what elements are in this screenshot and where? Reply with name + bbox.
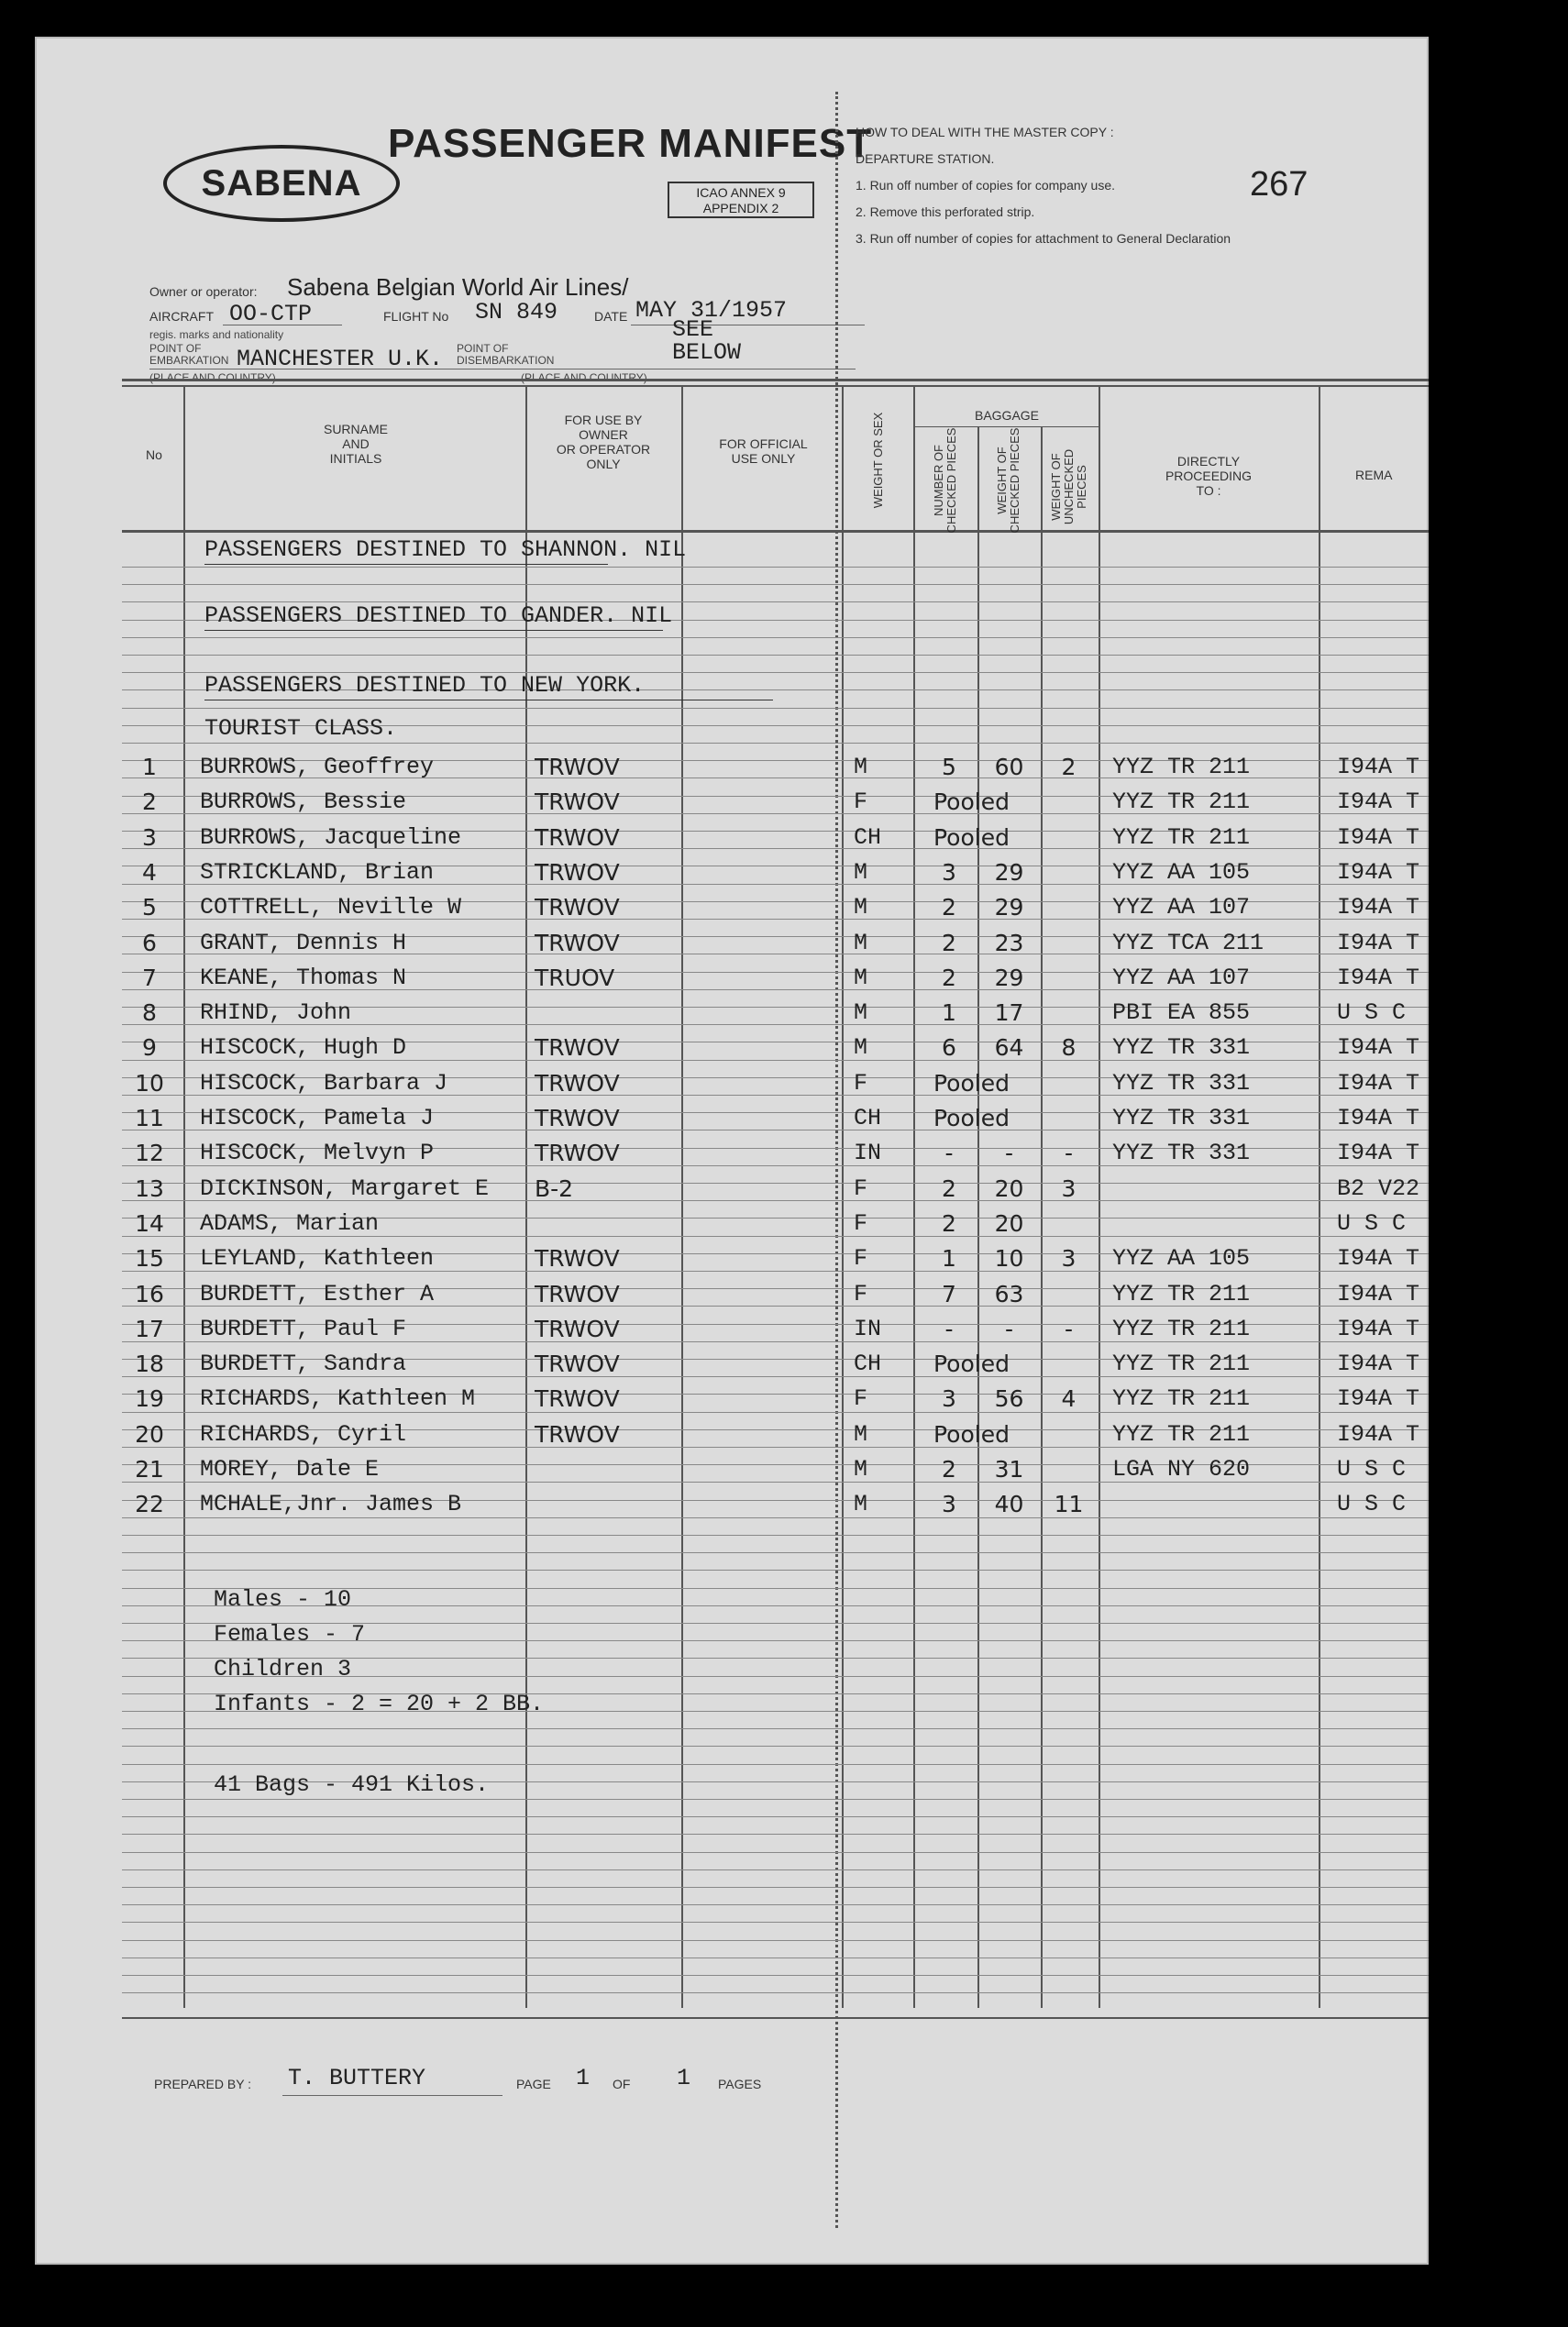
destination: YYZ TR 331 bbox=[1112, 1034, 1251, 1062]
passenger-sex: F bbox=[854, 789, 868, 816]
remarks: I94A T bbox=[1337, 1245, 1420, 1273]
unchecked-weight: 3 bbox=[1061, 1175, 1077, 1202]
table-row bbox=[35, 1382, 1429, 1417]
destination: YYZ TR 211 bbox=[1112, 823, 1251, 851]
destination: YYZ TR 331 bbox=[1112, 1105, 1251, 1131]
checked-pieces: - bbox=[944, 1140, 954, 1167]
owner-use-mark: TRWOV bbox=[535, 789, 620, 816]
checked-pieces: 2 bbox=[942, 1209, 956, 1237]
passenger-no: 12 bbox=[135, 1140, 164, 1167]
page-number: 267 bbox=[1250, 165, 1309, 204]
owner-use-mark: TRWOV bbox=[535, 1245, 620, 1273]
passenger-sex: M bbox=[854, 1456, 868, 1483]
owner-use-mark: TRWOV bbox=[535, 929, 620, 956]
remarks: I94A T bbox=[1337, 1034, 1420, 1062]
checked-pieces: 3 bbox=[942, 1385, 956, 1413]
passenger-no: 10 bbox=[135, 1069, 164, 1097]
ruled-line bbox=[122, 1552, 1429, 1553]
col-weight-or-sex: WEIGHT OR SEX bbox=[871, 412, 885, 509]
passenger-sex: M bbox=[854, 894, 868, 921]
ruled-line bbox=[122, 1728, 1429, 1729]
table-row bbox=[35, 785, 1429, 820]
page-label: PAGE bbox=[516, 2077, 551, 2091]
owner-use-mark: B-2 bbox=[535, 1175, 574, 1202]
col-official-2: USE ONLY bbox=[731, 451, 796, 466]
destination: YYZ AA 105 bbox=[1112, 858, 1251, 886]
remarks: U S C bbox=[1337, 1491, 1407, 1518]
table-row bbox=[35, 821, 1429, 855]
col-weight-unchecked: WEIGHT OF UNCHECKED PIECES bbox=[1049, 448, 1088, 525]
ruled-line bbox=[122, 743, 1429, 744]
destination: YYZ TR 211 bbox=[1112, 1385, 1251, 1413]
passenger-no: 16 bbox=[135, 1280, 164, 1307]
passenger-no: 17 bbox=[135, 1315, 164, 1342]
destination: YYZ TR 211 bbox=[1112, 1280, 1251, 1307]
checked-weight: 64 bbox=[994, 1034, 1024, 1062]
remarks: I94A T bbox=[1337, 929, 1420, 956]
checked-pieces: 2 bbox=[942, 1456, 956, 1483]
destination: YYZ TR 211 bbox=[1112, 754, 1251, 780]
ruled-line bbox=[122, 584, 1429, 585]
ruled-line bbox=[122, 1746, 1429, 1747]
disembark-value-2: BELOW bbox=[672, 339, 742, 366]
passenger-name: STRICKLAND, Brian bbox=[200, 858, 435, 886]
destination: YYZ AA 107 bbox=[1112, 964, 1251, 991]
section-tourist: TOURIST CLASS. bbox=[204, 715, 398, 742]
of-value: 1 bbox=[677, 2065, 691, 2091]
table-row bbox=[35, 1312, 1429, 1347]
destination: YYZ TR 331 bbox=[1112, 1069, 1251, 1097]
passenger-sex: F bbox=[854, 1245, 868, 1273]
ruled-line bbox=[122, 1922, 1429, 1923]
ruled-line bbox=[122, 1887, 1429, 1888]
header-bottom-line bbox=[122, 530, 1429, 533]
passenger-sex: IN bbox=[854, 1140, 882, 1167]
unchecked-weight: 11 bbox=[1054, 1491, 1084, 1518]
checked-pieces: 1 bbox=[942, 1245, 956, 1273]
passenger-sex: CH bbox=[854, 1105, 882, 1131]
unchecked-weight: 8 bbox=[1061, 1034, 1077, 1062]
checked-weight: 20 bbox=[994, 1209, 1024, 1237]
owner-value: Sabena Belgian World Air Lines/ bbox=[287, 273, 629, 301]
checked-pieces: 7 bbox=[942, 1280, 956, 1307]
ruled-line bbox=[122, 1869, 1429, 1870]
ruled-line bbox=[122, 1764, 1429, 1765]
passenger-no: 8 bbox=[142, 999, 157, 1027]
checked-weight: 29 bbox=[994, 858, 1024, 886]
col-surname-3: INITIALS bbox=[329, 451, 382, 466]
checked-pieces: 2 bbox=[942, 964, 956, 991]
col-remarks: REMA bbox=[1355, 468, 1393, 482]
owner-use-mark: TRWOV bbox=[535, 1034, 620, 1062]
passenger-no: 22 bbox=[135, 1491, 164, 1518]
table-row bbox=[35, 961, 1429, 996]
remarks: U S C bbox=[1337, 1456, 1407, 1483]
table-row bbox=[35, 1101, 1429, 1136]
destination: YYZ TR 211 bbox=[1112, 1351, 1251, 1378]
passenger-no: 5 bbox=[142, 894, 157, 921]
checked-pieces: 3 bbox=[942, 1491, 956, 1518]
section-gander: PASSENGERS DESTINED TO GANDER. NIL bbox=[204, 602, 673, 629]
table-row bbox=[35, 890, 1429, 925]
passenger-name: ADAMS, Marian bbox=[200, 1209, 380, 1237]
passenger-name: COTTRELL, Neville W bbox=[200, 894, 462, 921]
col-baggage: BAGGAGE bbox=[974, 408, 1040, 423]
table-row bbox=[35, 855, 1429, 890]
disembark-value-1: SEE bbox=[672, 316, 714, 343]
passenger-sex: F bbox=[854, 1069, 868, 1097]
passenger-sex: M bbox=[854, 964, 868, 991]
pooled-baggage: Pooled bbox=[933, 1069, 1010, 1097]
owner-use-mark: TRWOV bbox=[535, 1351, 620, 1378]
checked-pieces: 2 bbox=[942, 894, 956, 921]
checked-weight: 20 bbox=[994, 1175, 1024, 1202]
remarks: U S C bbox=[1337, 999, 1407, 1027]
checked-pieces: 6 bbox=[942, 1034, 956, 1062]
remarks: I94A T bbox=[1337, 1069, 1420, 1097]
checked-weight: 63 bbox=[994, 1280, 1024, 1307]
passenger-no: 14 bbox=[135, 1209, 164, 1237]
passenger-sex: F bbox=[854, 1209, 868, 1237]
table-bottom-line bbox=[122, 2017, 1429, 2019]
owner-use-mark: TRUOV bbox=[535, 964, 615, 991]
col-owner-3: OR OPERATOR bbox=[556, 442, 651, 457]
col-destination bbox=[1103, 454, 1314, 498]
passenger-sex: F bbox=[854, 1385, 868, 1413]
remarks: I94A T bbox=[1337, 894, 1420, 921]
unchecked-weight: 3 bbox=[1061, 1245, 1077, 1273]
passenger-sex: IN bbox=[854, 1315, 882, 1342]
col-owner-1: FOR USE BY bbox=[564, 413, 643, 427]
unchecked-weight: - bbox=[1064, 1140, 1074, 1167]
checked-pieces: 1 bbox=[942, 999, 956, 1027]
passenger-no: 20 bbox=[135, 1420, 164, 1448]
table-top-line-2 bbox=[122, 385, 1429, 387]
total-females: Females - 7 bbox=[214, 1621, 366, 1648]
pooled-baggage: Pooled bbox=[933, 1420, 1010, 1448]
passenger-no: 11 bbox=[135, 1105, 164, 1131]
checked-weight: 29 bbox=[994, 964, 1024, 991]
destination: LGA NY 620 bbox=[1112, 1456, 1251, 1483]
passenger-name: GRANT, Dennis H bbox=[200, 929, 407, 956]
instr-line-1: HOW TO DEAL WITH THE MASTER COPY : bbox=[856, 125, 1114, 139]
ruled-line bbox=[122, 1992, 1429, 1993]
destination: YYZ AA 107 bbox=[1112, 894, 1251, 921]
owner-use-mark: TRWOV bbox=[535, 894, 620, 921]
passenger-no: 9 bbox=[142, 1034, 157, 1062]
col-dest-2: PROCEEDING bbox=[1165, 469, 1253, 483]
passenger-name: BURDETT, Paul F bbox=[200, 1315, 407, 1342]
passenger-name: BURROWS, Jacqueline bbox=[200, 823, 462, 851]
col-no: No bbox=[146, 447, 162, 462]
table-row bbox=[35, 750, 1429, 785]
passenger-no: 1 bbox=[142, 754, 157, 780]
passenger-no: 15 bbox=[135, 1245, 164, 1273]
owner-use-mark: TRWOV bbox=[535, 1385, 620, 1413]
pages-label: PAGES bbox=[718, 2077, 762, 2091]
table-row bbox=[35, 1031, 1429, 1065]
date-value: MAY 31/1957 bbox=[635, 297, 788, 324]
underline-gander bbox=[204, 630, 663, 631]
col-num-checked: NUMBER OF CHECKED PIECES bbox=[932, 427, 958, 534]
aircraft-label: AIRCRAFT bbox=[149, 309, 214, 324]
remarks: I94A T bbox=[1337, 1280, 1420, 1307]
passenger-sex: M bbox=[854, 999, 868, 1027]
flight-label: FLIGHT No bbox=[383, 309, 449, 324]
prepared-value: T. BUTTERY bbox=[288, 2065, 426, 2091]
passenger-name: HISCOCK, Barbara J bbox=[200, 1069, 448, 1097]
checked-weight: 60 bbox=[994, 754, 1024, 780]
remarks: B2 V22 bbox=[1337, 1175, 1420, 1202]
passenger-name: HISCOCK, Pamela J bbox=[200, 1105, 435, 1131]
owner-use-mark: TRWOV bbox=[535, 1140, 620, 1167]
passenger-name: BURROWS, Geoffrey bbox=[200, 754, 435, 780]
table-row bbox=[35, 1241, 1429, 1276]
passenger-no: 2 bbox=[142, 789, 157, 816]
logo-text: SABENA bbox=[201, 162, 362, 204]
owner-use-mark: TRWOV bbox=[535, 1105, 620, 1131]
total-infants: Infants - 2 = 20 + 2 BB. bbox=[214, 1691, 545, 1717]
checked-weight: - bbox=[1004, 1140, 1014, 1167]
table-row bbox=[35, 1452, 1429, 1487]
instr-line-2: DEPARTURE STATION. bbox=[856, 151, 995, 166]
owner-use-mark: TRWOV bbox=[535, 858, 620, 886]
passenger-sex: M bbox=[854, 1491, 868, 1518]
page-title: PASSENGER MANIFEST bbox=[388, 121, 873, 166]
passenger-name: MCHALE,Jnr. James B bbox=[200, 1491, 462, 1518]
embark-sub: (PLACE AND COUNTRY) bbox=[149, 371, 276, 384]
col-weight-checked: WEIGHT OF CHECKED PIECES bbox=[995, 427, 1021, 534]
section-shannon: PASSENGERS DESTINED TO SHANNON. NIL bbox=[204, 536, 687, 563]
icao-line-2: APPENDIX 2 bbox=[702, 201, 779, 215]
ruled-line bbox=[122, 708, 1429, 709]
passenger-no: 13 bbox=[135, 1175, 164, 1202]
passenger-sex: M bbox=[854, 1034, 868, 1062]
owner-use-mark: TRWOV bbox=[535, 1315, 620, 1342]
ruled-line bbox=[122, 1816, 1429, 1817]
section-newyork: PASSENGERS DESTINED TO NEW YORK. bbox=[204, 672, 646, 699]
sabena-logo bbox=[163, 145, 400, 222]
destination: YYZ TR 331 bbox=[1112, 1140, 1251, 1167]
aircraft-value: OO-CTP bbox=[229, 301, 313, 327]
date-label: DATE bbox=[594, 309, 628, 324]
col-owner bbox=[530, 413, 677, 471]
checked-weight: 56 bbox=[994, 1385, 1024, 1413]
table-row bbox=[35, 1277, 1429, 1312]
remarks: I94A T bbox=[1337, 964, 1420, 991]
of-label: OF bbox=[613, 2077, 631, 2091]
owner-use-mark: TRWOV bbox=[535, 1420, 620, 1448]
aircraft-sub: regis. marks and nationality bbox=[149, 328, 284, 341]
total-children: Children 3 bbox=[214, 1656, 352, 1682]
passenger-sex: CH bbox=[854, 823, 882, 851]
passenger-sex: M bbox=[854, 1420, 868, 1448]
total-bags: 41 Bags - 491 Kilos. bbox=[214, 1771, 490, 1798]
destination: YYZ TR 211 bbox=[1112, 789, 1251, 816]
destination: YYZ TR 211 bbox=[1112, 1420, 1251, 1448]
checked-weight: 10 bbox=[994, 1245, 1024, 1273]
passenger-name: RICHARDS, Cyril bbox=[200, 1420, 407, 1448]
ruled-line bbox=[122, 1535, 1429, 1536]
remarks: I94A T bbox=[1337, 789, 1420, 816]
col-surname-1: SURNAME bbox=[323, 422, 388, 436]
passenger-name: BURROWS, Bessie bbox=[200, 789, 407, 816]
col-surname bbox=[191, 422, 521, 466]
passenger-no: 6 bbox=[142, 929, 157, 956]
checked-pieces: 5 bbox=[942, 754, 956, 780]
ruled-line bbox=[122, 637, 1429, 638]
ruled-line bbox=[122, 655, 1429, 656]
table-row bbox=[35, 1487, 1429, 1522]
table-top-line bbox=[122, 379, 1429, 381]
checked-weight: - bbox=[1004, 1315, 1014, 1342]
remarks: I94A T bbox=[1337, 1351, 1420, 1378]
col-official bbox=[688, 436, 839, 466]
unchecked-weight: 4 bbox=[1061, 1385, 1077, 1413]
col-dest-3: TO : bbox=[1196, 483, 1221, 498]
table-row bbox=[35, 996, 1429, 1031]
passenger-no: 19 bbox=[135, 1385, 164, 1413]
instr-line-3: 1. Run off number of copies for company use. bbox=[856, 178, 1116, 193]
flight-value: SN 849 bbox=[475, 299, 558, 325]
prepared-underline bbox=[282, 2095, 502, 2096]
manifest-sheet bbox=[35, 37, 1429, 2265]
instr-line-5: 3. Run off number of copies for attachment to General Declaration bbox=[856, 231, 1231, 246]
col-surname-2: AND bbox=[342, 436, 370, 451]
checked-pieces: - bbox=[944, 1315, 954, 1342]
passenger-sex: F bbox=[854, 1175, 868, 1202]
destination: YYZ TR 211 bbox=[1112, 1315, 1251, 1342]
passenger-name: HISCOCK, Melvyn P bbox=[200, 1140, 435, 1167]
owner-label: Owner or operator: bbox=[149, 284, 258, 299]
remarks: U S C bbox=[1337, 1209, 1407, 1237]
instr-line-4: 2. Remove this perforated strip. bbox=[856, 204, 1035, 219]
master-copy-instructions bbox=[856, 119, 1231, 252]
table-row bbox=[35, 1172, 1429, 1207]
ruled-line bbox=[122, 567, 1429, 568]
passenger-name: HISCOCK, Hugh D bbox=[200, 1034, 407, 1062]
remarks: I94A T bbox=[1337, 1140, 1420, 1167]
ruled-line bbox=[122, 1904, 1429, 1905]
passenger-no: 4 bbox=[142, 858, 157, 886]
checked-pieces: 3 bbox=[942, 858, 956, 886]
passenger-no: 7 bbox=[142, 964, 157, 991]
page-value: 1 bbox=[576, 2065, 591, 2091]
passenger-name: KEANE, Thomas N bbox=[200, 964, 407, 991]
underline-shannon bbox=[204, 564, 608, 565]
checked-weight: 40 bbox=[994, 1491, 1024, 1518]
pooled-baggage: Pooled bbox=[933, 823, 1010, 851]
ruled-line bbox=[122, 1570, 1429, 1571]
pooled-baggage: Pooled bbox=[933, 1351, 1010, 1378]
disembark-sub: (PLACE AND COUNTRY) bbox=[521, 371, 647, 384]
remarks: I94A T bbox=[1337, 1105, 1420, 1131]
col-owner-2: OWNER bbox=[579, 427, 628, 442]
passenger-name: BURDETT, Sandra bbox=[200, 1351, 407, 1378]
icao-box bbox=[668, 182, 814, 218]
col-owner-4: ONLY bbox=[586, 457, 621, 471]
passenger-name: DICKINSON, Margaret E bbox=[200, 1175, 490, 1202]
destination: PBI EA 855 bbox=[1112, 999, 1251, 1027]
passenger-sex: M bbox=[854, 754, 868, 780]
passenger-no: 21 bbox=[135, 1456, 164, 1483]
col-official-1: FOR OFFICIAL bbox=[719, 436, 808, 451]
passenger-name: LEYLAND, Kathleen bbox=[200, 1245, 435, 1273]
table-row bbox=[35, 926, 1429, 961]
ruled-line bbox=[122, 1975, 1429, 1976]
passenger-sex: M bbox=[854, 858, 868, 886]
embark-value: MANCHESTER U.K. bbox=[237, 346, 444, 372]
remarks: I94A T bbox=[1337, 1385, 1420, 1413]
prepared-label: PREPARED BY : bbox=[154, 2077, 252, 2091]
passenger-sex: CH bbox=[854, 1351, 882, 1378]
owner-use-mark: TRWOV bbox=[535, 754, 620, 780]
checked-pieces: 2 bbox=[942, 1175, 956, 1202]
ruled-line bbox=[122, 1799, 1429, 1800]
table-row bbox=[35, 1066, 1429, 1101]
pooled-baggage: Pooled bbox=[933, 789, 1010, 816]
owner-use-mark: TRWOV bbox=[535, 1280, 620, 1307]
total-males: Males - 10 bbox=[214, 1586, 352, 1613]
destination: YYZ AA 105 bbox=[1112, 1245, 1251, 1273]
passenger-name: MOREY, Dale E bbox=[200, 1456, 380, 1483]
passenger-sex: M bbox=[854, 929, 868, 956]
passenger-name: BURDETT, Esther A bbox=[200, 1280, 435, 1307]
passenger-no: 18 bbox=[135, 1351, 164, 1378]
table-row bbox=[35, 1207, 1429, 1241]
checked-weight: 17 bbox=[994, 999, 1024, 1027]
unchecked-weight: - bbox=[1064, 1315, 1074, 1342]
owner-use-mark: TRWOV bbox=[535, 1069, 620, 1097]
owner-use-mark: TRWOV bbox=[535, 823, 620, 851]
embark-label: POINT OF EMBARKATION bbox=[149, 342, 229, 367]
remarks: I94A T bbox=[1337, 754, 1420, 780]
checked-weight: 23 bbox=[994, 929, 1024, 956]
passenger-no: 3 bbox=[142, 823, 157, 851]
ruled-line bbox=[122, 1852, 1429, 1853]
unchecked-weight: 2 bbox=[1061, 754, 1077, 780]
checked-pieces: 2 bbox=[942, 929, 956, 956]
pooled-baggage: Pooled bbox=[933, 1105, 1010, 1131]
destination: YYZ TCA 211 bbox=[1112, 929, 1264, 956]
ruled-line bbox=[122, 1940, 1429, 1941]
passenger-name: RICHARDS, Kathleen M bbox=[200, 1385, 476, 1413]
checked-weight: 29 bbox=[994, 894, 1024, 921]
table-row bbox=[35, 1136, 1429, 1171]
passenger-name: RHIND, John bbox=[200, 999, 352, 1027]
col-dest-1: DIRECTLY bbox=[1176, 454, 1241, 469]
table-row bbox=[35, 1417, 1429, 1452]
remarks: I94A T bbox=[1337, 1315, 1420, 1342]
icao-line-1: ICAO ANNEX 9 bbox=[696, 185, 786, 200]
disembark-label: POINT OF DISEMBARKATION bbox=[457, 342, 555, 367]
table-row bbox=[35, 1347, 1429, 1382]
passenger-sex: F bbox=[854, 1280, 868, 1307]
remarks: I94A T bbox=[1337, 823, 1420, 851]
remarks: I94A T bbox=[1337, 858, 1420, 886]
checked-weight: 31 bbox=[994, 1456, 1024, 1483]
ruled-line bbox=[122, 1834, 1429, 1835]
remarks: I94A T bbox=[1337, 1420, 1420, 1448]
